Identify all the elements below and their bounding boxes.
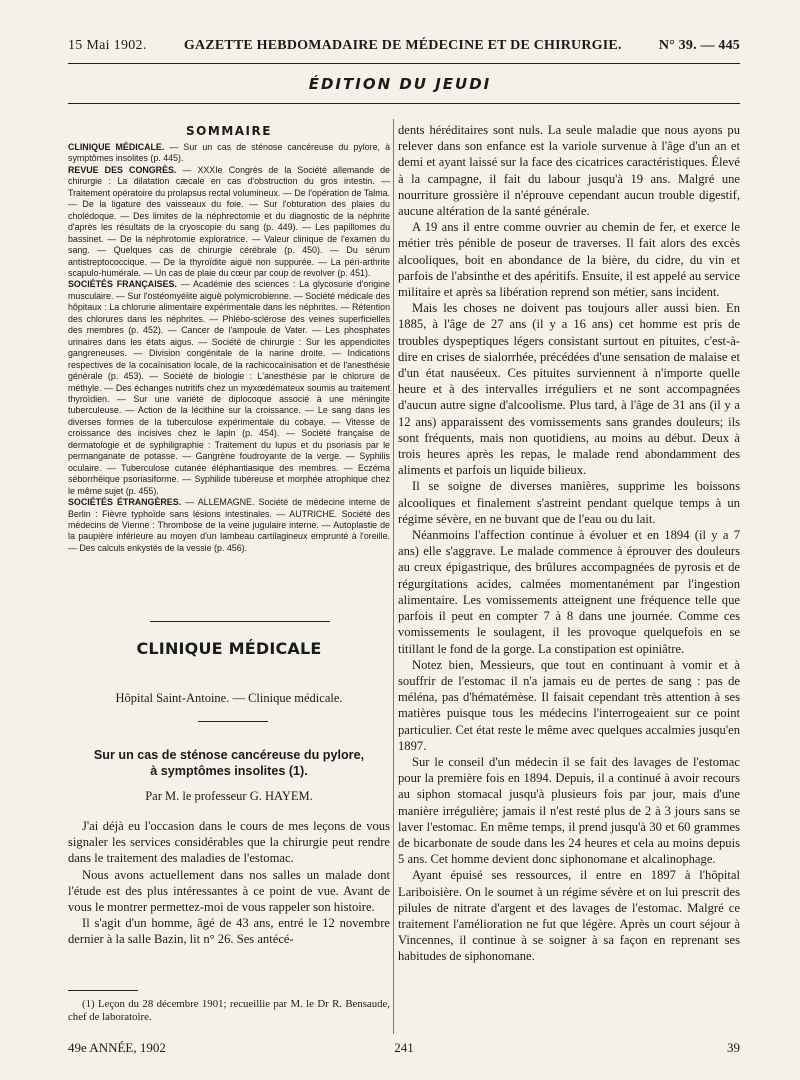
running-header	[68, 38, 740, 62]
journal-title: GAZETTE HEBDOMADAIRE DE MÉDECINE ET DE CHIRURGIE.	[183, 38, 622, 53]
footer-year: 49e ANNÉE, 1902	[68, 1040, 166, 1055]
sommaire-entry: SOCIÉTÉS FRANÇAISES. — Académie des sciences : La glycosurie d'origine musculaire. — Sur l'ostéomyélite aiguë polymicrobienne. — Société médicale des hôpitaux : La chlorurie alimentaire expérimentale dans les néphrites. — Rétention des chlorures dans les néphrites. — Phlébo-sclérose des veines superficielles des membres (p. 452). — Cancer de l'ampoule de Vater. — Les phosphates urinaires dans les états aigus. — Société de chirurgie : Sur les appendicites gangreneuses. — Division congénitale de la narine droite. — Indications respectives de la cocaïnisation locale, de la rachicocaïnisation et de l'anesthésie générale (p. 453). — Société de biologie : L'anesthésie par le chlorure de méthyle. — Des échanges nutritifs chez un myxœdémateux soumis au traitement thyroïdien. — Sur une variété de diplocoque associé à une méningite tuberculeuse. — Action de la lécithine sur la croissance. — Le sang dans les diverses formes de la tuberculose expérimentale du cobaye. — Vitesse de croissance des incisives chez le lapin (p. 454). — Société française de dermatologie et de syphiligraphie : Traitement du lupus et du psoriasis par le permanganate de potasse. — Gangrène foudroyante de la verge. — Syphilis oculaire. — Tuberculose cutanée éléphantiasique des membres. — Eczéma séborrhéique psoriasiforme. — Syphilide tubéreuse et morphée atrophique chez le même sujet (p. 455).	[68, 279, 390, 496]
paragraph: Sur le conseil d'un médecin il se fait des lavages de l'estomac pour la première fois en 1894. Depuis, il a continué à avoir recours au siphon stomacal jusqu'à plusieurs fois par jour, mais d'une manière irrégulière; jamais il n'est resté plus de 2 à 3 jours sans se laver l'estomac. En même temps, il prend jusqu'à 30 et 60 grammes de bicarbonate de soude dans les 24 heures et cela au moins depuis 5 ans. Cet homme devient donc siphonomane et alcalinophage.	[398, 754, 740, 867]
article-title-line1: Sur un cas de sténose cancéreuse du pylore,	[93, 748, 365, 762]
header-date: 15 Mai 1902.	[68, 38, 147, 53]
article-body-left	[68, 818, 390, 948]
edition-banner: ÉDITION DU JEUDI	[308, 75, 492, 93]
hospital-line: Hôpital Saint-Antoine. — Clinique médicale.	[115, 691, 343, 705]
paragraph: Néanmoins l'affection continue à évoluer et en 1894 (il y a 7 ans) elle s'aggrave. Le malade commence à éprouver des douleurs au creux épigastrique, des brûlures accompagnées de pyrosis et de régurgitations acides, calmées momentanément par l'ingestion alimentaire. Les vomissements atteignent une fréquence telle que parfois il peut en compter 7 à 8 dans une journée. Comme ces vomissements le soulagent, il les provoque quelquefois en se titillant le fond de la gorge. La constipation est opiniâtre.	[398, 528, 740, 656]
sommaire-entry: SOCIÉTÉS ÉTRANGÈRES. — ALLEMAGNE. Société de médecine interne de Berlin : Fièvre typhoïde sans lésions intestinales. — AUTRICHE. Société des médecins de Vienne : Thrombose de la veine jugulaire interne. — Autoplastie de la paupière inférieure au moyen d'un lambeau cartilagineux emprunté à l'oreille. — Des calculs enkystés de la vessie (p. 456).	[68, 497, 390, 553]
article-title-line2: à symptômes insolites (1).	[150, 764, 308, 778]
sommaire-entry: REVUE DES CONGRÈS. — XXXIe Congrès de la Société allemande de chirurgie : La dilatation cæcale en cas d'obstruction du gros intestin. — Traitement opératoire du prolapsus rectal volumineux. — De l'opération de Talma. — De la ligature des vaisseaux du foie. — Sur l'obturation des plaies du cholédoque. — Des limites de la néphrectomie et du diagnostic de la néphrite d'après les résultats de la cryoscopie du sang (p. 449). — Les papillomes du bassinet. — De la néphrotomie exploratrice. — Valeur clinique de l'examen du sang. — Quelques cas de chirurgie cérébrale (p. 450). — Du sérum antistreptococcique. — De la thyroïdite aiguë non suppurée. — La péri-arthrite scapulo-humérale. — Un cas de plaie du cœur par coup de revolver (p. 451).	[68, 164, 390, 278]
paragraph: Notez bien, Messieurs, que tout en continuant à vomir et à souffrir de l'estomac il n'a jamais eu de pertes de sang : pas de méléna, pas d'hématémèse. Il faisait cependant très attention à ses matières puisque tous les médecins l'interrogeaient sur ce point particulier. Cet état reste le même avec quelques accalmies jusqu'en 1897.	[398, 657, 740, 753]
sommaire	[68, 122, 390, 554]
article-title	[68, 747, 390, 779]
footnote: (1) Leçon du 28 décembre 1901; recueillie par M. le Dr R. Bensaude, chef de laboratoire.	[68, 998, 390, 1024]
paragraph: Nous avons actuellement dans nos salles un malade dont l'étude est des plus intéressantes à ce point de vue. Avant de vous le montrer permettez-moi de vous rappeler son histoire.	[68, 867, 390, 915]
paragraph: Il s'agit d'un homme, âgé de 43 ans, entré le 12 novembre dernier à la salle Bazin, lit n° 26. Ses antécé-	[68, 916, 390, 947]
issue-number: N° 39. — 445	[658, 38, 740, 53]
short-rule	[198, 721, 268, 722]
sommaire-entry: CLINIQUE MÉDICALE. — Sur un cas de sténose cancéreuse du pylore, à symptômes insolites (p. 445).	[68, 142, 391, 164]
column-divider	[393, 119, 394, 1034]
byline: Par M. le professeur G. HAYEM.	[145, 789, 313, 803]
header-rule	[68, 63, 740, 64]
article-body-right	[398, 122, 740, 965]
sommaire-title: SOMMAIRE	[186, 124, 272, 138]
page-footer	[68, 1040, 740, 1058]
paragraph: dents héréditaires sont nuls. La seule maladie que nous ayons pu relever dans son enfance est la variole survenue à l'âge d'un an et demi et ayant laissé sur la face des cicatrices caractéristiques. Élevé à la campagne, il fait du labour jusqu'à 19 ans. Malgré une nourriture grossière il n'éprouve cependant aucun trouble digestif, aucune altération de la santé générale.	[398, 123, 740, 219]
footer-page: 39	[727, 1040, 740, 1055]
footer-folio: 241	[394, 1040, 414, 1055]
edition-rule	[68, 103, 740, 104]
paragraph: Il se soigne de diverses manières, supprime les boissons alcooliques et finalement s'astreint pendant quelque temps à un régime sévère, en ne buvant que de l'eau ou du lait.	[398, 479, 740, 526]
section-heading: CLINIQUE MÉDICALE	[136, 639, 322, 658]
paragraph: Ayant épuisé ses ressources, il entre en 1897 à l'hôpital Lariboisière. On le soumet à un régime sévère et on lui prescrit des pilules de nitrate d'argent et des lavages de l'estomac. Malgré ce traitement l'amélioration ne fut que légère. Après un court séjour à Vincennes, il continue à se soigner à sa façon en reprenant ses habitudes de siphonomane.	[398, 868, 740, 964]
section-rule	[150, 621, 330, 622]
paragraph: A 19 ans il entre comme ouvrier au chemin de fer, et exerce le métier très pénible de poseur de traverses. Il fait alors des excès alcooliques, boit en abondance de la bière, du cidre, du vin et parfois de l'absinthe et des apéritifs. Ensuite, il est appelé au service militaire et après sa libération reprend son métier, sans incident.	[398, 220, 740, 300]
paragraph: Mais les choses ne doivent pas toujours aller aussi bien. En 1885, à l'âge de 27 ans (il y a 16 ans) cet homme est pris de troubles dyspeptiques légers consistant surtout en pituites, c'est-à-dire en crises de sialorrhée, précédées d'une sensation de malaise et d'un état nauséeux. Ces pituites surviennent à n'importe quelle heure et à des intervalles irréguliers et ne sont accompagnées d'aucun autre signe d'alcoolisme. Plus tard, à l'âge de 31 ans (il y a 12 ans) apparaissent des vomissements sans grandes douleurs; ils sont fréquents, mais non quotidiens, au moins au début. Deux à trois heures après les repas, le malade rend abondamment des aliments et parfois un liquide bilieux.	[398, 301, 740, 478]
paragraph: J'ai déjà eu l'occasion dans le cours de mes leçons de vous signaler les services considérables que la chirurgie peut rendre dans le traitement des maladies de l'estomac.	[68, 819, 390, 866]
footnote-rule	[68, 990, 138, 991]
